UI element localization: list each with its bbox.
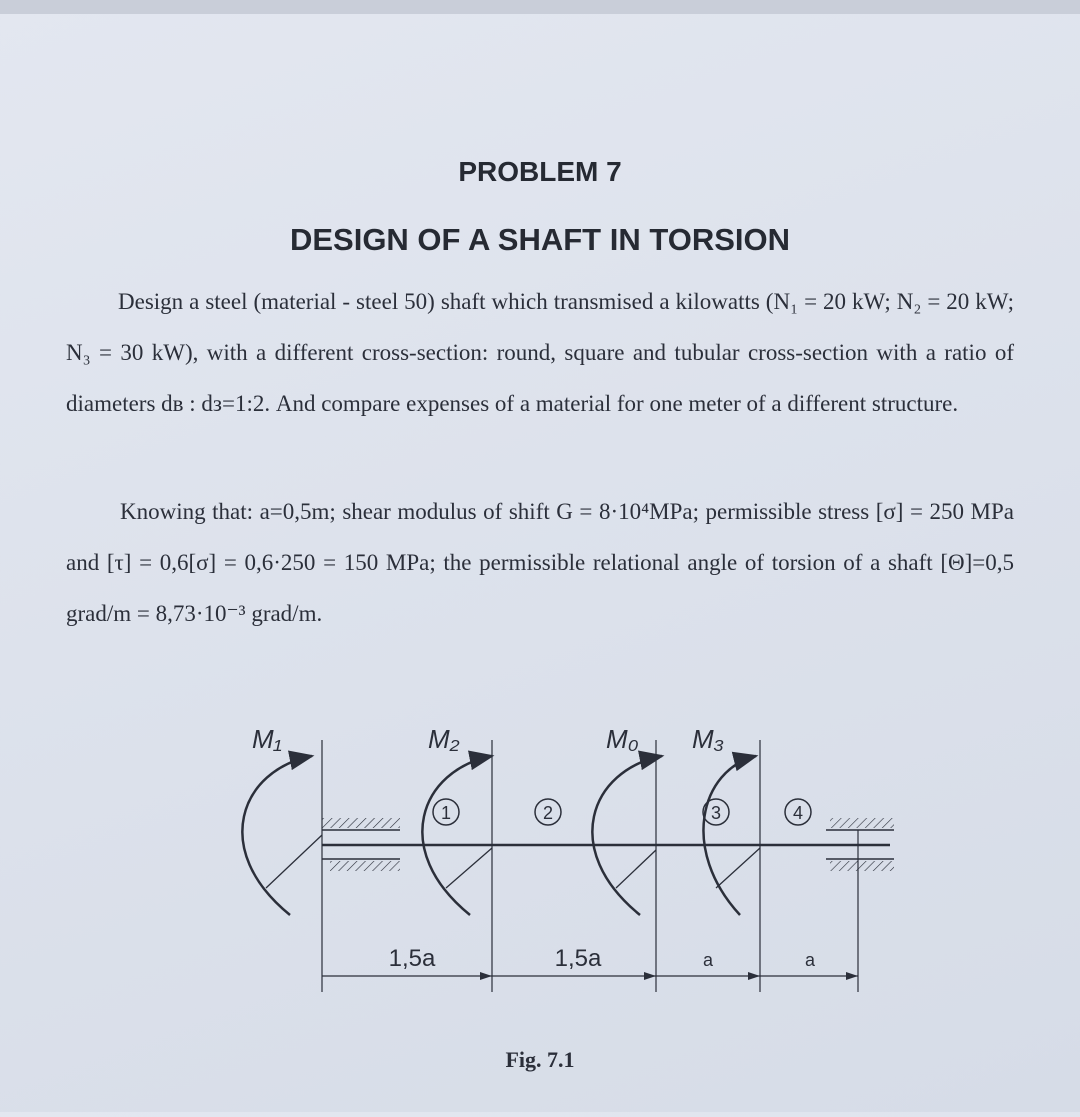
section-number: 2 <box>542 803 554 823</box>
figure-caption: Fig. 7.1 <box>505 1047 575 1072</box>
moment-label: M₀ <box>606 724 639 754</box>
problem-label: PROBLEM 7 <box>458 156 622 187</box>
problem-title: DESIGN OF A SHAFT IN TORSION <box>289 222 791 257</box>
moment-label: M₂ <box>428 724 460 754</box>
section-marker-4 <box>785 799 811 825</box>
dimension-label: a <box>702 950 714 970</box>
dimension-label: a <box>804 950 816 970</box>
problem-statement: Design a steel (material - steel 50) shaft which transmised a kilowatts (N₁ = 20 kW; N₂ = 20 kW; N₃ = 30 kW), with a different cross-section: round, square and tubular cross-section with a ratio of diameters dв : dз=1:2. And compare expenses of a material for one meter of a different structure. <box>66 289 1014 416</box>
given-data: Knowing that: a=0,5m; shear modulus of shift G = 8·10⁴MPa; permissible stress [σ] = 250 MPa and [τ] = 0,6[σ] = 0,6·250 = 150 MPa; the permissible relational angle of torsion of a shaft [Θ]=0,5 grad/m = 8,73·10⁻³ grad/m. <box>66 499 1014 626</box>
section-number: 1 <box>440 803 452 823</box>
section-marker-2 <box>535 799 561 825</box>
moment-label: M₁ <box>252 724 282 754</box>
moment-label: M₃ <box>692 724 724 754</box>
dimension-label: 1,5a <box>554 945 602 972</box>
monitor-top-edge <box>0 0 1080 14</box>
dimension-label: 1,5a <box>388 945 436 972</box>
moment-m1-arc <box>242 756 312 915</box>
section-marker-1 <box>433 799 459 825</box>
section-marker-3 <box>703 799 729 825</box>
section-number: 3 <box>710 803 722 823</box>
section-number: 4 <box>792 803 804 823</box>
moment-m0-arc <box>592 756 662 915</box>
moment-m2-arc <box>422 756 492 915</box>
moment-m3-arc <box>703 756 756 915</box>
